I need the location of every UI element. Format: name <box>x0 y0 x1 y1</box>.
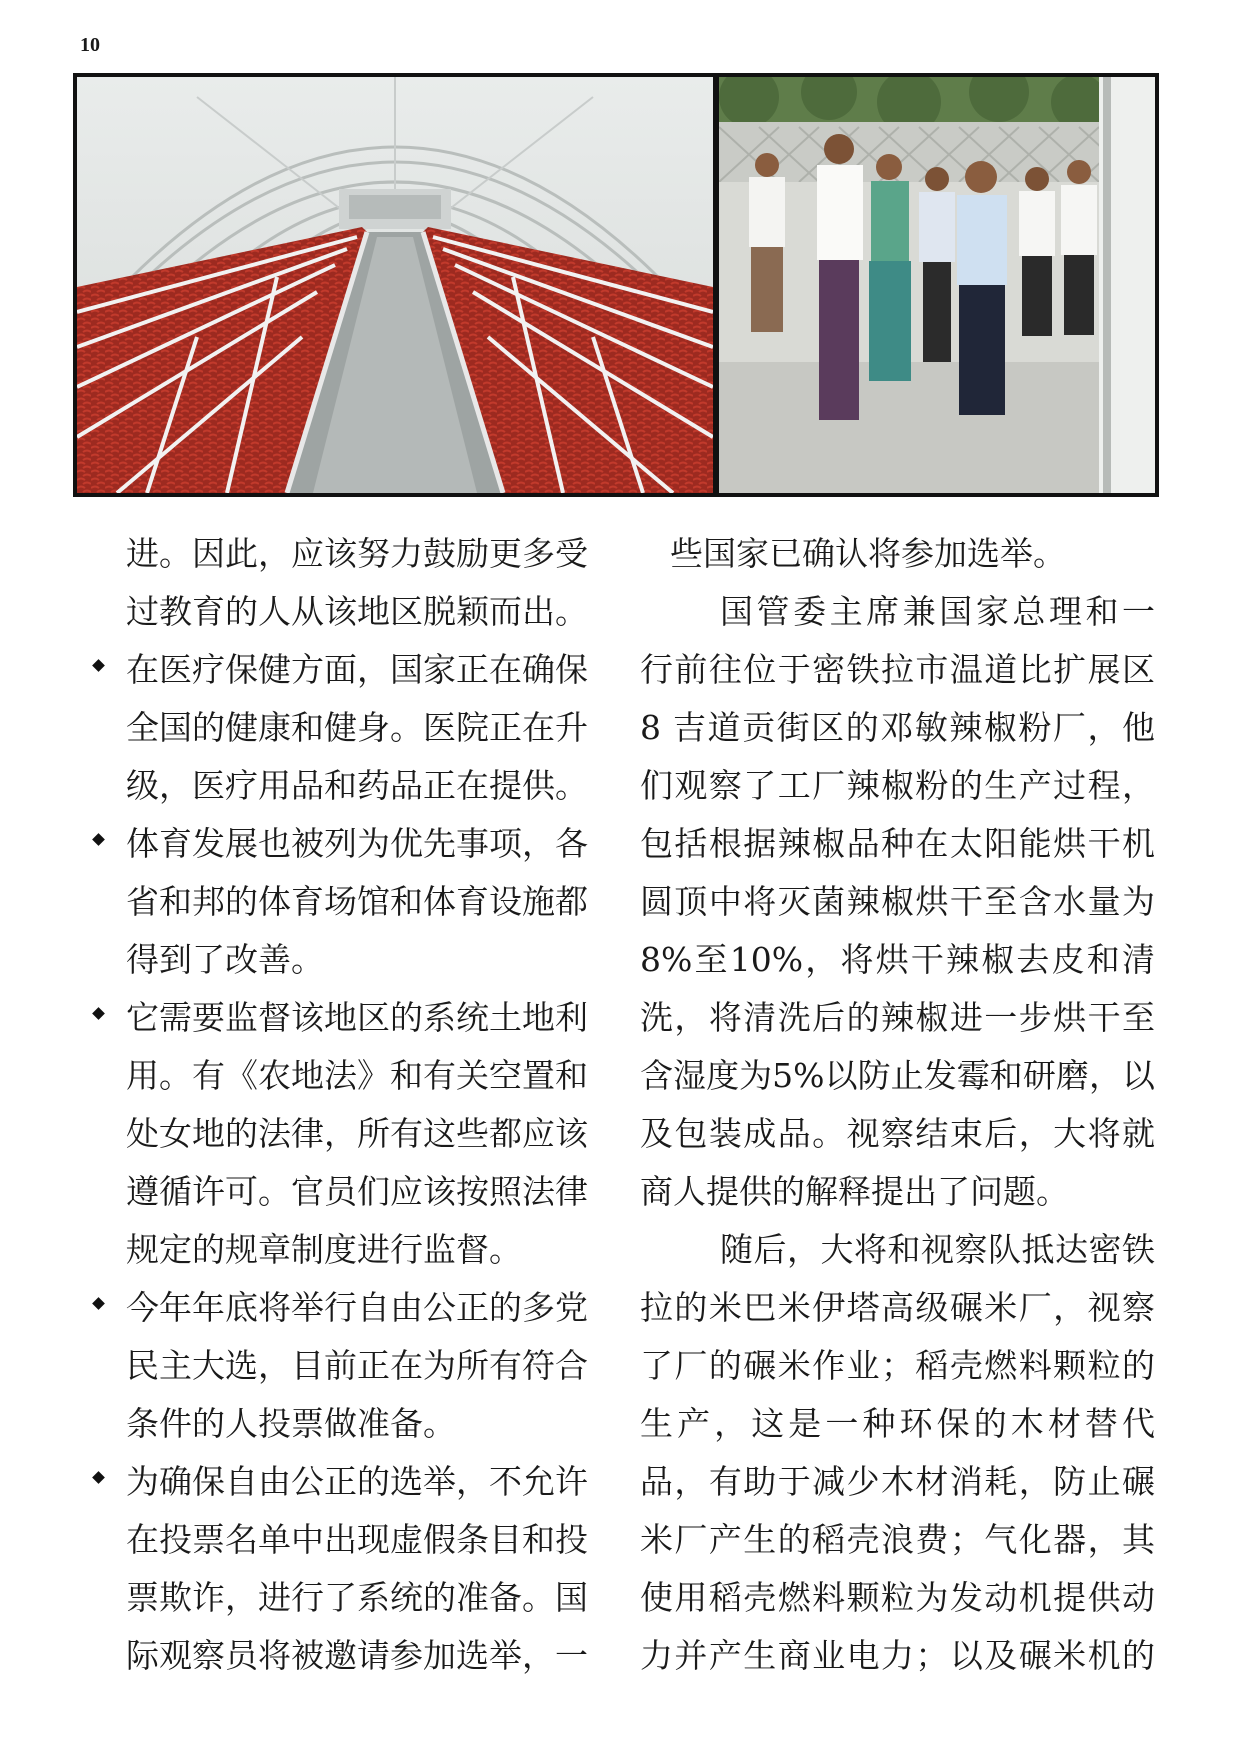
text-line: 生产，这是一种环保的木材替代 <box>640 1404 1155 1443</box>
photo-officials-visit <box>719 77 1155 493</box>
text-line: 级，医疗用品和药品正在提供。 <box>126 766 588 805</box>
bullet-text: 体育发展也被列为优先事项，各 <box>126 824 588 863</box>
text-line: 包括根据辣椒品种在太阳能烘干机 <box>640 824 1155 863</box>
text-line: 洗，将清洗后的辣椒进一步烘干至 <box>640 998 1155 1037</box>
bullet-item <box>90 641 610 815</box>
photo-frame <box>73 73 1159 497</box>
text-line: 际观察员将被邀请参加选举，一 <box>126 1636 588 1675</box>
officials-illustration <box>719 77 1155 493</box>
bullet-diamond-icon <box>92 833 105 846</box>
bullet-diamond-icon <box>92 1471 105 1484</box>
text-line: 在投票名单中出现虚假条目和投 <box>126 1520 588 1559</box>
page-number: 10 <box>80 34 100 56</box>
bullet-diamond-icon <box>92 659 105 672</box>
bullet-item <box>90 815 610 989</box>
text-line: 票欺诈，进行了系统的准备。国 <box>126 1578 588 1617</box>
text-line: 处女地的法律，所有这些都应该 <box>126 1114 588 1153</box>
text-line: 含湿度为5%以防止发霉和研磨，以 <box>640 1056 1155 1095</box>
bullet-item <box>90 989 610 1279</box>
photo-chilli-dryer <box>77 77 713 493</box>
bullet-text: 在医疗保健方面，国家正在确保 <box>126 650 588 689</box>
text-line: 省和邦的体育场馆和体育设施都 <box>126 882 588 921</box>
text-line: 拉的米巴米伊塔高级碾米厂，视察 <box>640 1288 1155 1327</box>
bullet-list <box>90 641 610 1685</box>
text-line <box>90 815 610 873</box>
bullet-diamond-icon <box>92 1007 105 1020</box>
text-line: 随后，大将和视察队抵达密铁 <box>720 1230 1155 1269</box>
text-line: 得到了改善。 <box>126 940 324 979</box>
text-line: 全国的健康和健身。医院正在升 <box>126 708 588 747</box>
text-line: 规定的规章制度进行监督。 <box>126 1230 522 1269</box>
text-line <box>90 1279 610 1337</box>
text-line <box>90 989 610 1047</box>
bullet-diamond-icon <box>92 1297 105 1310</box>
text-line: 行前往位于密铁拉市温道比扩展区 <box>640 650 1155 689</box>
right-column <box>640 525 1155 1685</box>
text-line: 8 吉道贡街区的邓敏辣椒粉厂，他 <box>640 708 1155 747</box>
bullet-text: 为确保自由公正的选举，不允许 <box>126 1462 588 1501</box>
text-line: 米厂产生的稻壳浪费；气化器，其 <box>640 1520 1155 1559</box>
bullet-text: 今年年底将举行自由公正的多党 <box>126 1288 588 1327</box>
text-line: 了厂的碾米作业；稻壳燃料颗粒的 <box>640 1346 1155 1385</box>
text-line: 及包装成品。视察结束后，大将就 <box>640 1114 1155 1153</box>
text-line: 国管委主席兼国家总理和一 <box>720 592 1155 631</box>
text-line: 条件的人投票做准备。 <box>126 1404 456 1443</box>
paragraph-lines <box>640 525 1155 1685</box>
text-line: 用。有《农地法》和有关空置和 <box>126 1056 588 1095</box>
bullet-item <box>90 1453 610 1685</box>
text-line: 些国家已确认将参加选举。 <box>670 534 1066 573</box>
left-column <box>90 525 610 1685</box>
text-line: 力并产生商业电力；以及碾米机的 <box>640 1636 1155 1675</box>
text-line: 进。因此，应该努力鼓励更多受 <box>126 534 588 573</box>
bullet-item <box>90 1279 610 1453</box>
text-line: 商人提供的解释提出了问题。 <box>640 1172 1069 1211</box>
text-line: 品，有助于减少木材消耗，防止碾 <box>640 1462 1155 1501</box>
text-line: 民主大选，目前正在为所有符合 <box>126 1346 588 1385</box>
text-line: 8%至10%，将烘干辣椒去皮和清 <box>640 940 1155 979</box>
bullet-text: 它需要监督该地区的系统土地利 <box>126 998 588 1037</box>
text-line: 过教育的人从该地区脱颖而出。 <box>126 592 588 631</box>
text-line: 使用稻壳燃料颗粒为发动机提供动 <box>640 1578 1155 1617</box>
text-line <box>90 1453 610 1511</box>
text-line: 们观察了工厂辣椒粉的生产过程， <box>640 766 1155 805</box>
text-line <box>90 641 610 699</box>
chilli-dryer-illustration <box>77 77 713 493</box>
text-line: 遵循许可。官员们应该按照法律 <box>126 1172 588 1211</box>
text-line: 圆顶中将灭菌辣椒烘干至含水量为 <box>640 882 1155 921</box>
